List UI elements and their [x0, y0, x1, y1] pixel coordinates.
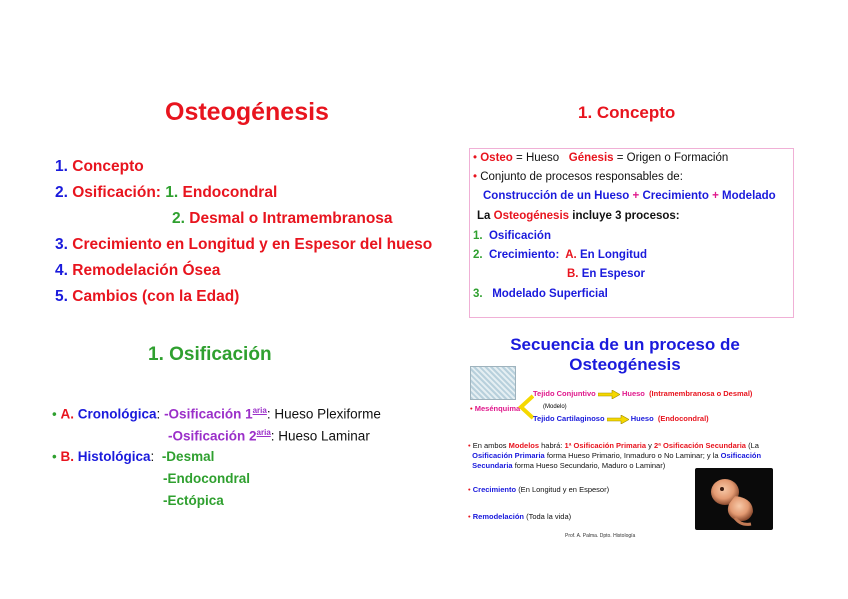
concept-process-2: 2. Crecimiento: A. En Longitud	[473, 249, 648, 261]
concept-process-3: 3. Modelado Superficial	[473, 288, 608, 300]
ossification-ectopic: -Ectópica	[163, 493, 224, 508]
sequence-mesenchyme: • Mesénquima	[470, 404, 521, 413]
embryo-photo	[695, 468, 773, 530]
ossification-chronological-2: -Osificación $2^{aria}$: Hueso Laminar	[168, 428, 370, 444]
concept-process-1: 1. Osificación	[473, 230, 551, 242]
sequence-model: (Modelo)	[543, 404, 567, 410]
brace-icon	[518, 394, 534, 420]
ossification-chronological: • A. Cronológica: -Osificación $1^{aria}$: Hueso Plexiforme	[52, 406, 381, 422]
concept-title: 1. Concepto	[578, 103, 676, 122]
sequence-cartilage: Tejido Cartilaginoso Hueso (Endocondral)	[533, 414, 709, 423]
outline-item-2: 2. Osificación: 1. Endocondral	[55, 184, 278, 201]
sequence-both-models: • En ambos Modelos habrá: 1ª Osificación Primaria y 2ª Osificación Secundaria (La Osificación Primaria forma Hueso Primario, Inmaduro o No Laminar; y la Osificación Secundaria forma Hueso Secundario, Maduro o Laminar)	[468, 441, 762, 470]
outline-item-3: 3. Crecimiento en Longitud y en Espesor del hueso	[55, 236, 433, 253]
arrow-right-icon	[598, 390, 620, 399]
arrow-right-icon	[607, 415, 629, 424]
sequence-footer: Prof. A. Palma. Dpto. Histología	[565, 533, 636, 539]
ossification-histological: • B. Histológica: -Desmal	[52, 449, 215, 464]
sequence-remodeling: • Remodelación (Toda la vida)	[468, 512, 572, 521]
sequence-title: Secuencia de un proceso de Osteogénesis	[510, 335, 740, 374]
ossification-endochondral: -Endocondral	[163, 471, 250, 486]
outline-item-4: 4. Remodelación Ósea	[55, 262, 221, 279]
concept-process-2b: B. En Espesor	[567, 268, 645, 280]
outline-item-1: 1. Concepto	[55, 158, 144, 175]
concept-line-1: • Osteo = Hueso Génesis = Origen o Formación	[473, 152, 729, 164]
ossification-title: 1. Osificación	[148, 344, 272, 365]
mesenchyme-tissue-image	[470, 366, 516, 400]
outline-item-2-sub: 2. Desmal o Intramembranosa	[172, 210, 393, 227]
sequence-growth: • Crecimiento (En Longitud y en Espesor)	[468, 485, 610, 494]
concept-line-3: Construcción de un Hueso + Crecimiento + Modelado	[483, 190, 776, 202]
sequence-connective: Tejido Conjuntivo Hueso (Intramembranosa o Desmal)	[533, 389, 753, 398]
outline-item-5: 5. Cambios (con la Edad)	[55, 288, 240, 305]
concept-line-2: • Conjunto de procesos responsables de:	[473, 171, 683, 183]
concept-line-4: La Osteogénesis incluye 3 procesos:	[477, 210, 680, 222]
outline-title: Osteogénesis	[165, 98, 329, 126]
